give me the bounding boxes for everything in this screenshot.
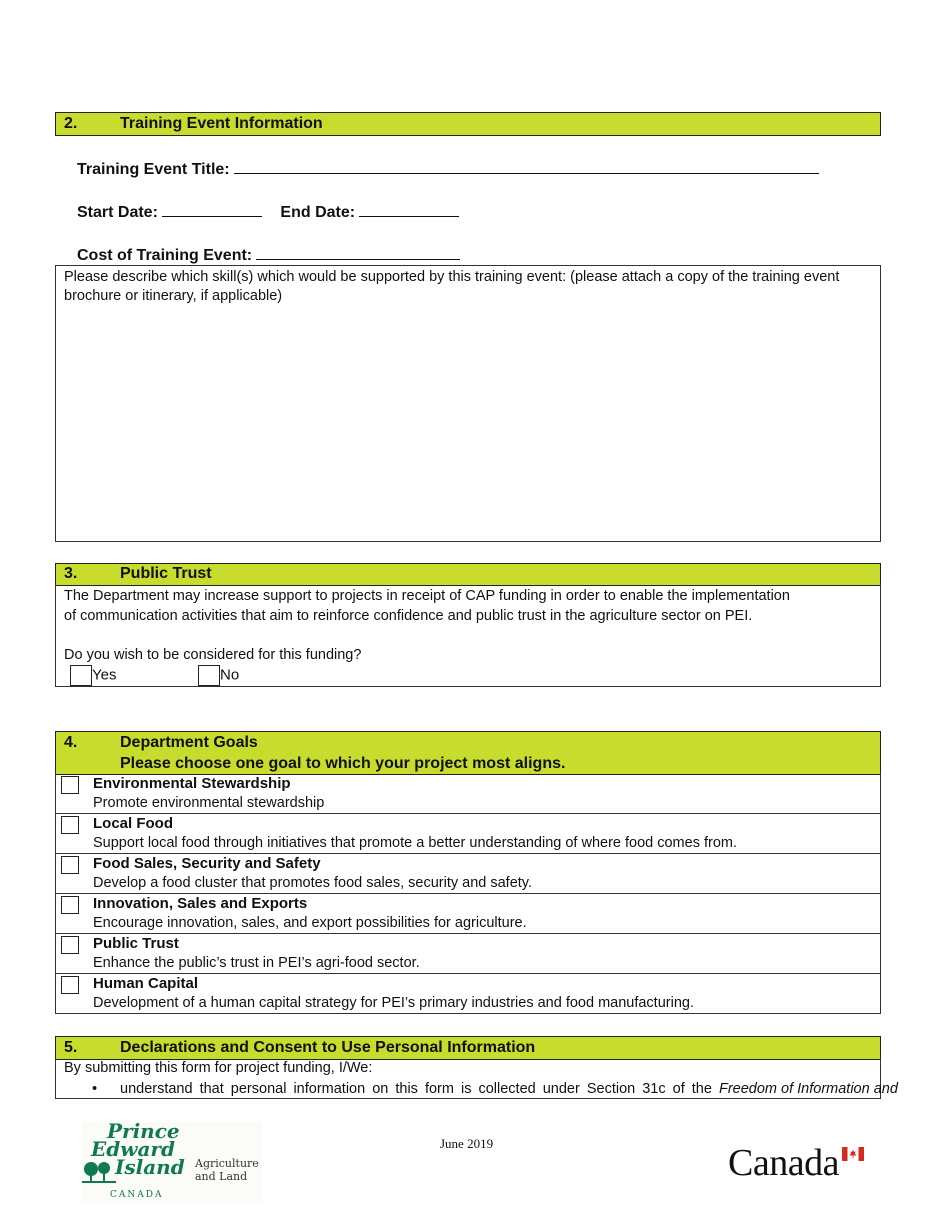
public-trust-box: [55, 585, 881, 687]
goal-description: Enhance the public’s trust in PEI’s agri-food sector.: [93, 955, 420, 971]
field-label: End Date:: [280, 204, 356, 221]
no-option[interactable]: [198, 665, 239, 686]
tree-icon: [82, 1160, 116, 1184]
goal-checkbox[interactable]: [61, 976, 79, 994]
section-title: Department Goals: [120, 734, 258, 751]
goal-title: Human Capital: [93, 975, 199, 992]
goal-row[interactable]: [55, 854, 881, 894]
section-2-header: [55, 112, 881, 136]
goal-description: Encourage innovation, sales, and export possibilities for agriculture.: [93, 915, 527, 931]
declarations-intro: By submitting this form for project funding, I/We:: [64, 1060, 373, 1076]
canada-wordmark: [728, 1143, 868, 1185]
goal-title: Environmental Stewardship: [93, 775, 291, 792]
goal-title: Innovation, Sales and Exports: [93, 895, 308, 912]
department-name: [195, 1157, 259, 1183]
bullet-dot: •: [92, 1081, 98, 1097]
pei-logo-canada: CANADA: [110, 1190, 164, 1200]
section-number: 5.: [64, 1039, 78, 1056]
cost-input[interactable]: [256, 245, 460, 260]
skills-prompt: Please describe which skill(s) which would be supported by this training event: (please attach a copy of the training event brochure or itinerary, if applicable): [64, 269, 840, 304]
goal-description: Development of a human capital strategy for PEI’s primary industries and food manufacturing.: [93, 995, 694, 1011]
section-title: Declarations and Consent to Use Personal Information: [120, 1039, 536, 1056]
field-label: Cost of Training Event:: [77, 247, 253, 264]
pei-logo-line: Edward: [91, 1137, 175, 1161]
cost-field: [77, 245, 460, 265]
section-number: 2.: [64, 115, 78, 132]
goal-description: Promote environmental stewardship: [93, 795, 325, 811]
goal-title: Public Trust: [93, 935, 179, 952]
no-label: No: [220, 666, 240, 684]
canada-flag-icon: [842, 1147, 864, 1161]
end-date-input[interactable]: [359, 202, 459, 217]
section-5-header: [55, 1036, 881, 1060]
department-line: and Land: [195, 1170, 248, 1183]
declarations-box: [55, 1059, 898, 1099]
goal-title: Local Food: [93, 815, 173, 832]
yes-label: Yes: [92, 666, 117, 684]
goal-row[interactable]: [55, 894, 881, 934]
skills-textbox[interactable]: [55, 265, 881, 542]
section-number: 3.: [64, 565, 78, 582]
pei-logo-line: Island: [115, 1155, 185, 1179]
pei-logo: [82, 1119, 262, 1204]
public-trust-body: The Department may increase support to projects in receipt of CAP funding in order to enable the implementation of communication activities that aim to reinforce confidence and public trust in the agriculture sector on PEI.: [64, 588, 790, 624]
goal-checkbox[interactable]: [61, 776, 79, 794]
yes-option[interactable]: [70, 665, 116, 686]
goal-title: Food Sales, Security and Safety: [93, 855, 321, 872]
field-label: Start Date:: [77, 204, 158, 221]
section-number: 4.: [64, 734, 78, 751]
no-checkbox[interactable]: [198, 665, 220, 686]
footer-date: June 2019: [440, 1136, 494, 1151]
declaration-bullet: [92, 1081, 898, 1097]
goal-row[interactable]: [55, 774, 881, 814]
department-line: Agriculture: [195, 1157, 259, 1170]
section-title: Training Event Information: [120, 115, 323, 132]
bullet-italic: Freedom of Information and: [718, 1081, 898, 1097]
section-title: Public Trust: [120, 565, 212, 582]
goal-checkbox[interactable]: [61, 816, 79, 834]
date-fields: [77, 202, 459, 222]
pei-logo-line: Prince: [107, 1119, 180, 1143]
goal-checkbox[interactable]: [61, 936, 79, 954]
goal-row[interactable]: [55, 974, 881, 1014]
training-event-title-field[interactable]: [77, 159, 819, 179]
section-3-header: [55, 563, 881, 586]
start-date-input[interactable]: [162, 202, 262, 217]
section-4-header: [55, 731, 881, 775]
goal-row[interactable]: [55, 934, 881, 974]
goal-row[interactable]: [55, 814, 881, 854]
field-label: Training Event Title:: [77, 161, 230, 178]
canada-wordmark-text: Canada: [728, 1142, 839, 1184]
goal-description: Support local food through initiatives that promote a better understanding of where food comes from.: [93, 835, 738, 851]
goal-checkbox[interactable]: [61, 856, 79, 874]
goal-description: Develop a food cluster that promotes food sales, security and safety.: [93, 875, 532, 891]
training-event-title-input[interactable]: [234, 159, 819, 174]
goal-checkbox[interactable]: [61, 896, 79, 914]
yes-checkbox[interactable]: [70, 665, 92, 686]
bullet-text: understand that personal information on this form is collected under Section 31c of the: [120, 1081, 719, 1097]
section-subtitle: Please choose one goal to which your project most aligns.: [120, 755, 566, 772]
funding-question: Do you wish to be considered for this funding?: [64, 647, 362, 663]
